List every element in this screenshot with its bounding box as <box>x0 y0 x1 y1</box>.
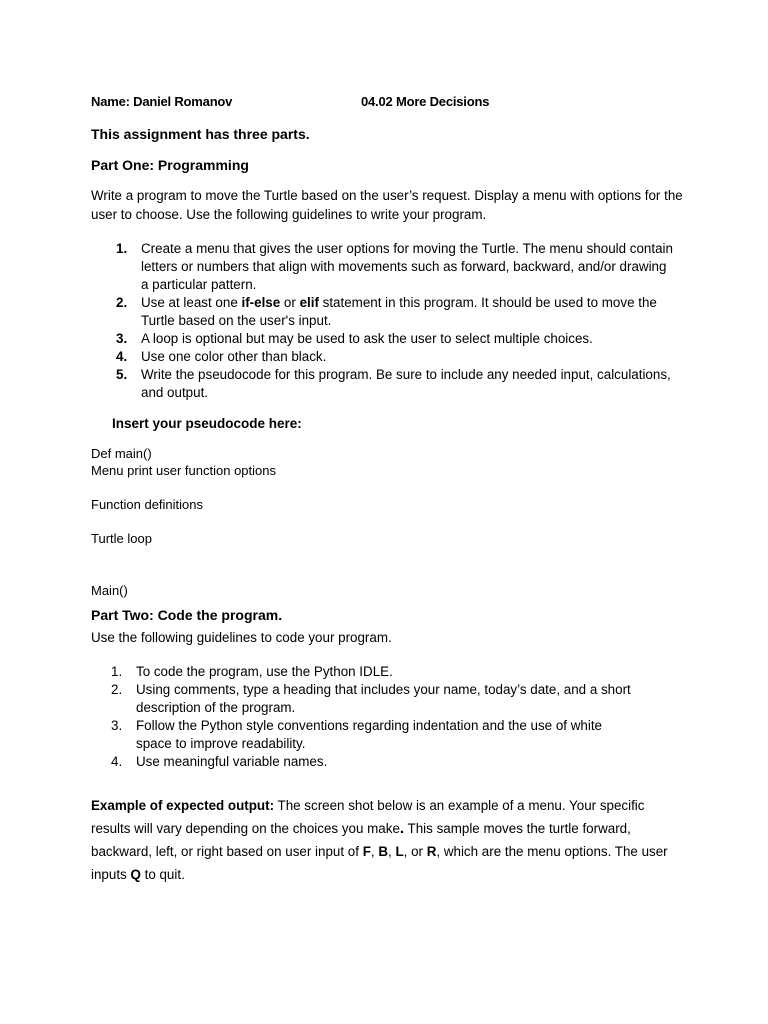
list-item: 2. Use at least one if-else or elif statement in this program. It should be used to move the Turtle based on the user's input. <box>116 295 657 328</box>
example-output-paragraph: Example of expected output: The screen shot below is an example of a menu. Your specific results will vary depending on the choices you make. This sample moves the turtle forward, backward, left, or right based on user input of F, B, L, or R, which are the menu options. The user inputs Q to quit. <box>91 798 668 882</box>
list-item: 5. Write the pseudocode for this program. Be sure to include any needed input, calculations, and output. <box>116 367 671 400</box>
list-item: 4. Use one color other than black. <box>116 349 327 364</box>
lesson-title: 04.02 More Decisions <box>361 94 490 109</box>
list-item: 3. A loop is optional but may be used to ask the user to select multiple choices. <box>116 331 593 346</box>
key-r: R <box>426 844 437 859</box>
list-item: 4. Use meaningful variable names. <box>111 754 328 769</box>
part-one-heading: Part One: Programming <box>91 157 249 173</box>
assignment-intro: This assignment has three parts. <box>91 126 310 142</box>
student-name: Name: Daniel Romanov <box>91 94 233 109</box>
pseudocode-line: Main() <box>91 583 128 598</box>
part-two-heading: Part Two: Code the program. <box>91 607 283 623</box>
keyword-if-else: if-else <box>241 295 281 310</box>
list-item: 3. Follow the Python style conventions regarding indentation and the use of white space to improve readability. <box>111 718 602 751</box>
key-b: B <box>378 844 388 859</box>
key-q: Q <box>130 867 141 882</box>
pseudocode-line: Def main() <box>91 446 152 461</box>
key-l: L <box>395 844 404 859</box>
pseudocode-line: Menu print user function options <box>91 463 276 478</box>
pseudocode-label: Insert your pseudocode here: <box>112 416 302 431</box>
part-two-intro: Use the following guidelines to code your program. <box>91 630 392 645</box>
pseudocode-line: Function definitions <box>91 497 204 512</box>
pseudocode-line: Turtle loop <box>91 531 152 546</box>
list-item: 2. Using comments, type a heading that includes your name, today’s date, and a short description of the program. <box>111 682 631 715</box>
part-two-guidelines <box>111 663 631 771</box>
part-one-description: Write a program to move the Turtle based on the user’s request. Display a menu with options for the user to choose. Use the following guidelines to write your program. <box>91 188 683 222</box>
list-item: 1. Create a menu that gives the user options for moving the Turtle. The menu should contain letters or numbers that align with movements such as forward, backward, and/or drawing a particular pattern. <box>116 241 673 292</box>
keyword-elif: elif <box>299 295 319 310</box>
list-item: 1. To code the program, use the Python IDLE. <box>111 664 393 679</box>
example-label: Example of expected output: <box>91 798 275 813</box>
part-one-guidelines <box>116 240 676 402</box>
key-f: F <box>362 844 371 859</box>
